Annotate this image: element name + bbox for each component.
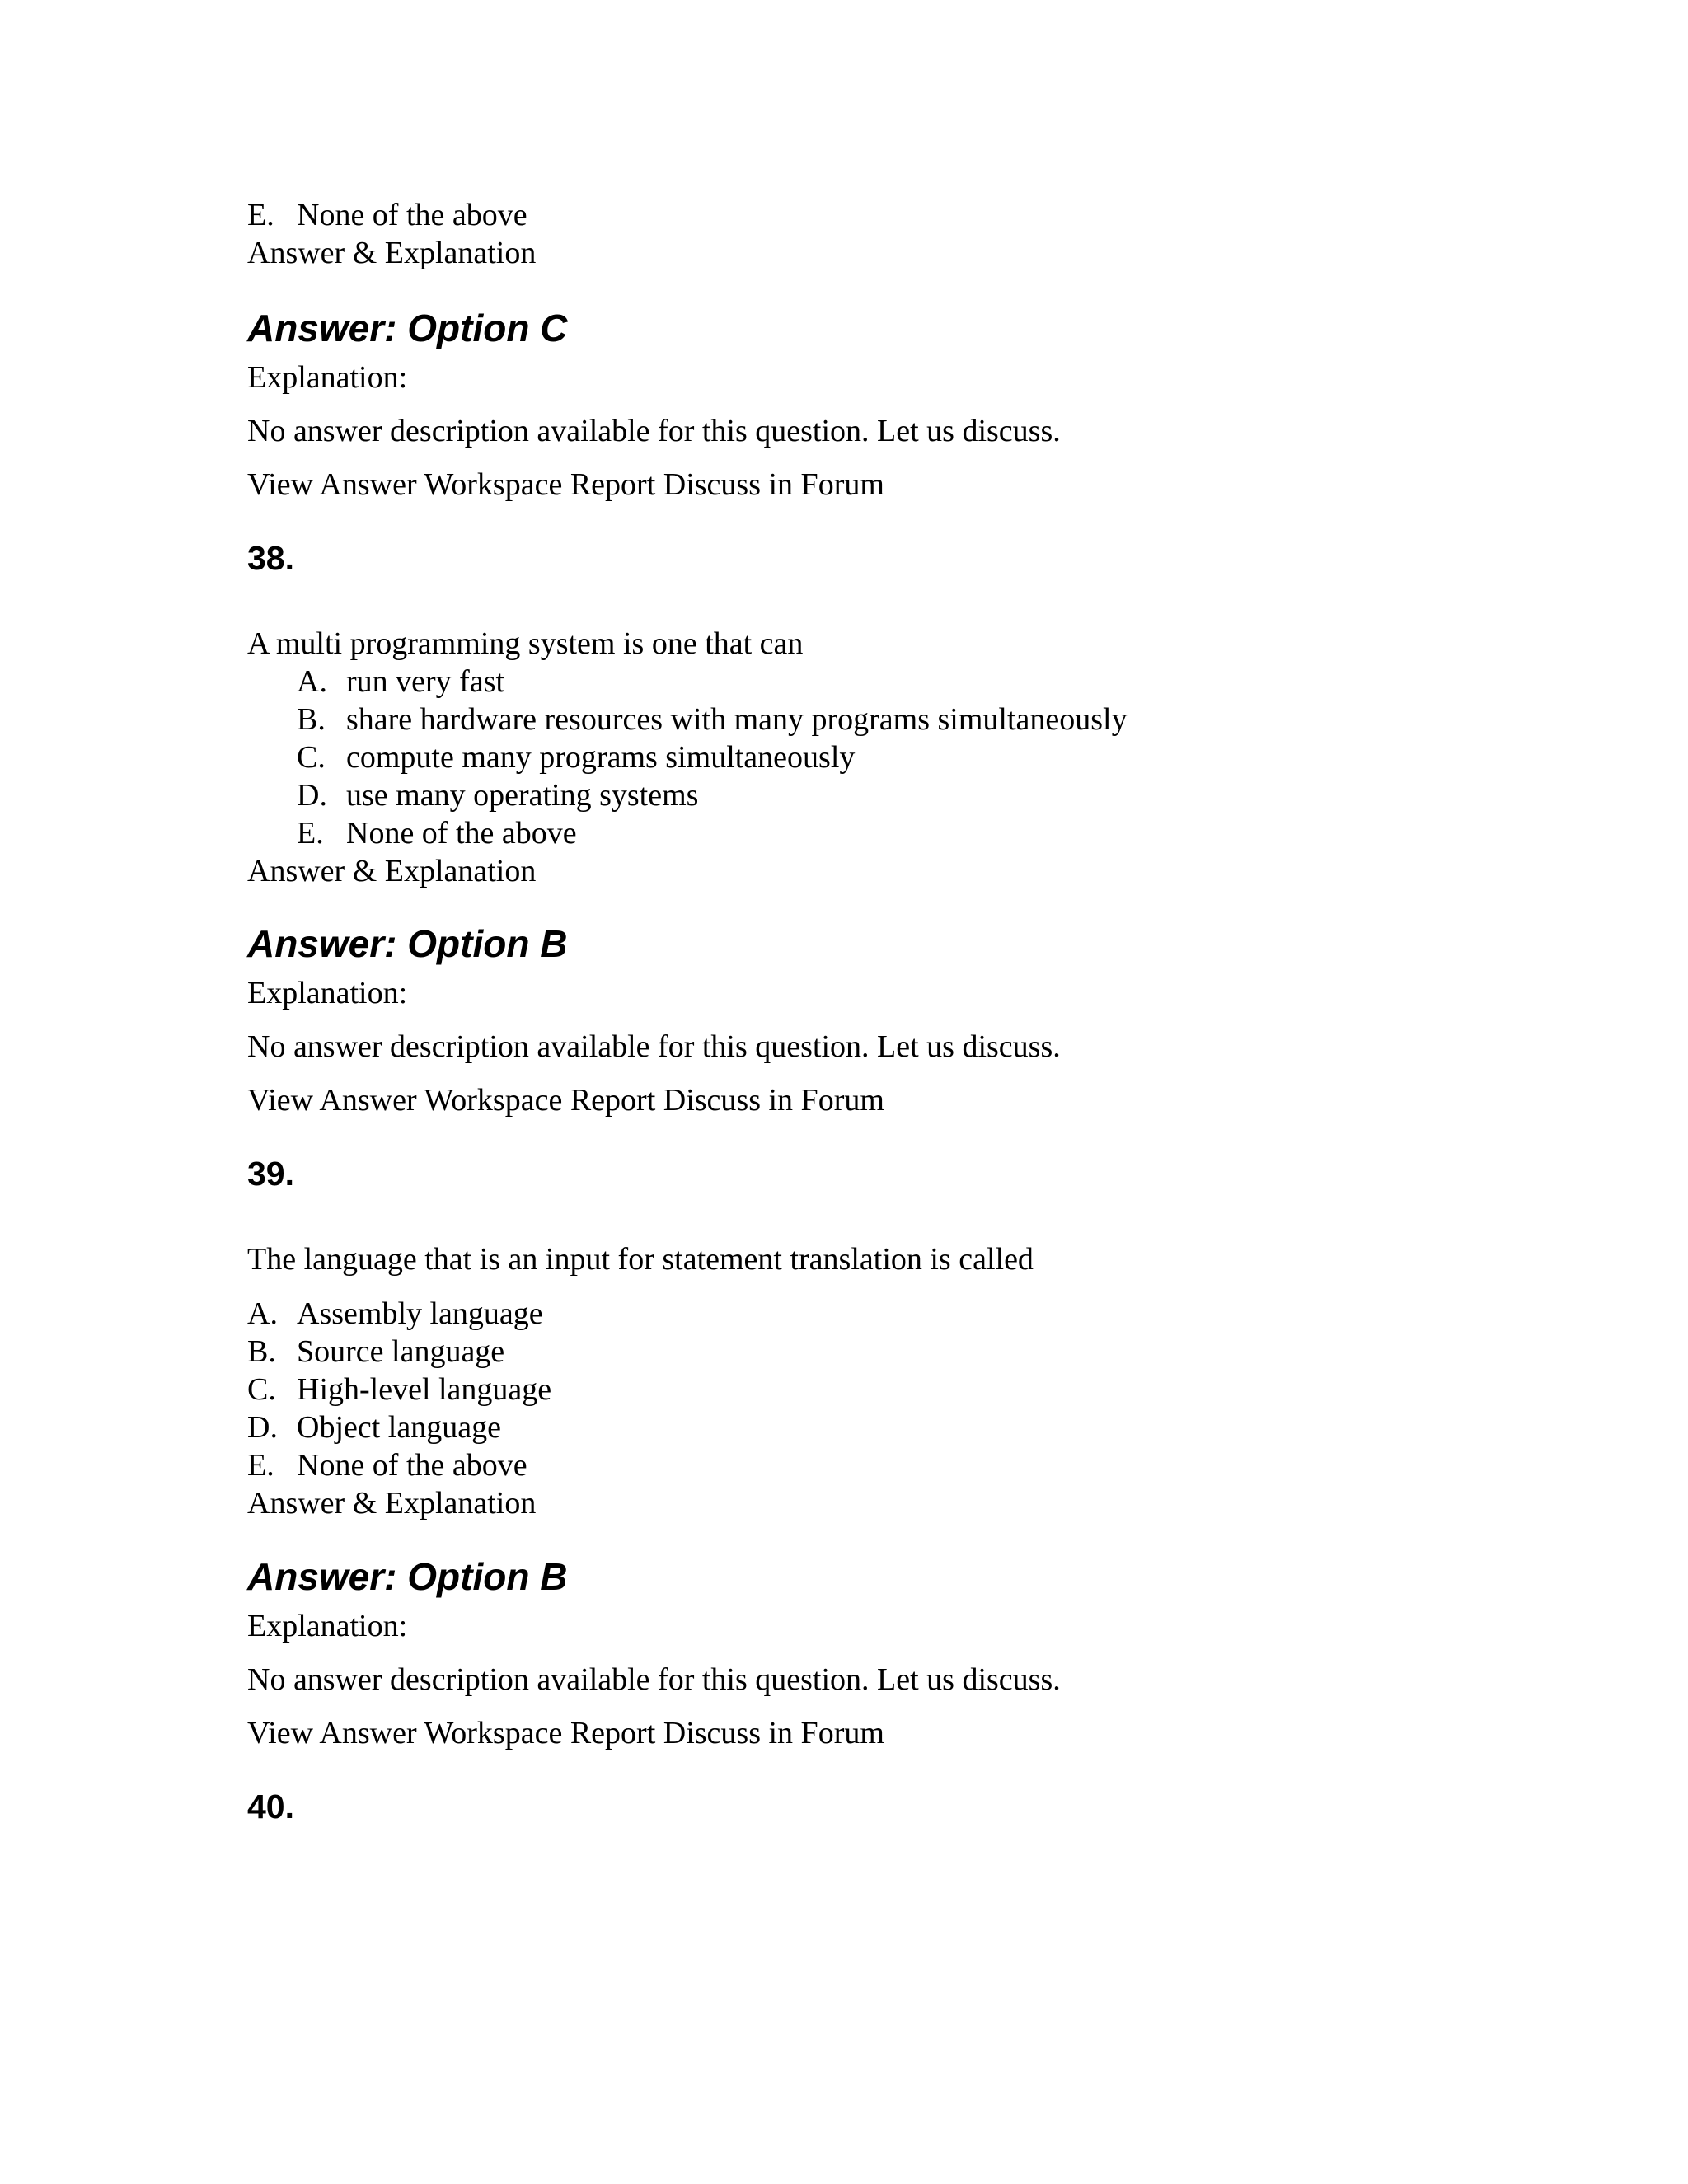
- option-b[interactable]: [297, 701, 1128, 738]
- option-letter: E.: [247, 198, 274, 232]
- explanation-label: Explanation:: [247, 360, 408, 395]
- option-letter: A.: [247, 1296, 278, 1331]
- option-text: None of the above: [297, 198, 528, 232]
- answer-toggle[interactable]: Answer & Explanation: [247, 854, 537, 888]
- answer-links: [247, 466, 884, 504]
- option-text: None of the above: [297, 1448, 528, 1483]
- option-letter: E.: [247, 1448, 274, 1483]
- option-c[interactable]: [247, 1371, 551, 1408]
- option-letter: D.: [247, 1410, 278, 1445]
- option-d[interactable]: [247, 1408, 501, 1446]
- answer-toggle[interactable]: Answer & Explanation: [247, 1486, 537, 1521]
- view-answer-link[interactable]: View Answer: [247, 1716, 417, 1750]
- answer-links: [247, 1081, 884, 1119]
- question-text: The language that is an input for statement translation is called: [247, 1242, 1034, 1277]
- option-letter: B.: [297, 702, 326, 737]
- view-answer-link[interactable]: View Answer: [247, 467, 417, 502]
- option-letter: E.: [297, 816, 324, 851]
- workspace-link[interactable]: Workspace: [424, 1716, 563, 1750]
- view-answer-link[interactable]: View Answer: [247, 1083, 417, 1118]
- option-c[interactable]: [297, 738, 855, 776]
- option-letter: C.: [297, 740, 326, 775]
- answer-toggle[interactable]: Answer & Explanation: [247, 236, 537, 270]
- option-letter: D.: [297, 778, 327, 813]
- question-number: 38.: [247, 539, 294, 577]
- explanation-text: No answer description available for this question. Let us discuss.: [247, 414, 1061, 448]
- report-link[interactable]: Report: [570, 1716, 656, 1750]
- option-a[interactable]: [247, 1295, 543, 1333]
- option-text: run very fast: [346, 664, 505, 699]
- report-link[interactable]: Report: [570, 1083, 656, 1118]
- answer-heading: Answer: Option B: [247, 922, 568, 965]
- option-a[interactable]: [297, 663, 504, 701]
- option-d[interactable]: [297, 776, 698, 814]
- option-text: share hardware resources with many programs simultaneously: [346, 702, 1128, 737]
- option-e[interactable]: [297, 814, 577, 852]
- answer-links: [247, 1714, 884, 1752]
- option-letter: A.: [297, 664, 327, 699]
- explanation-label: Explanation:: [247, 1609, 408, 1643]
- option-text: None of the above: [346, 816, 577, 851]
- explanation-text: No answer description available for this question. Let us discuss.: [247, 1029, 1061, 1064]
- option-e[interactable]: [247, 1446, 528, 1484]
- option-letter: B.: [247, 1334, 276, 1369]
- discuss-link[interactable]: Discuss in Forum: [663, 467, 884, 502]
- option-text: compute many programs simultaneously: [346, 740, 856, 775]
- option-text: Object language: [297, 1410, 501, 1445]
- option-b[interactable]: [247, 1333, 504, 1371]
- workspace-link[interactable]: Workspace: [424, 467, 563, 502]
- question-text: A multi programming system is one that can: [247, 626, 804, 661]
- option-e: [247, 196, 528, 234]
- option-text: Source language: [297, 1334, 505, 1369]
- answer-heading: Answer: Option C: [247, 307, 568, 349]
- question-number: 40.: [247, 1788, 294, 1825]
- option-text: use many operating systems: [346, 778, 699, 813]
- option-text: Assembly language: [297, 1296, 543, 1331]
- workspace-link[interactable]: Workspace: [424, 1083, 563, 1118]
- discuss-link[interactable]: Discuss in Forum: [663, 1716, 884, 1750]
- explanation-label: Explanation:: [247, 976, 408, 1010]
- option-letter: C.: [247, 1372, 276, 1407]
- option-text: High-level language: [297, 1372, 552, 1407]
- question-number: 39.: [247, 1155, 294, 1193]
- report-link[interactable]: Report: [570, 467, 656, 502]
- discuss-link[interactable]: Discuss in Forum: [663, 1083, 884, 1118]
- explanation-text: No answer description available for this question. Let us discuss.: [247, 1662, 1061, 1697]
- answer-heading: Answer: Option B: [247, 1555, 568, 1598]
